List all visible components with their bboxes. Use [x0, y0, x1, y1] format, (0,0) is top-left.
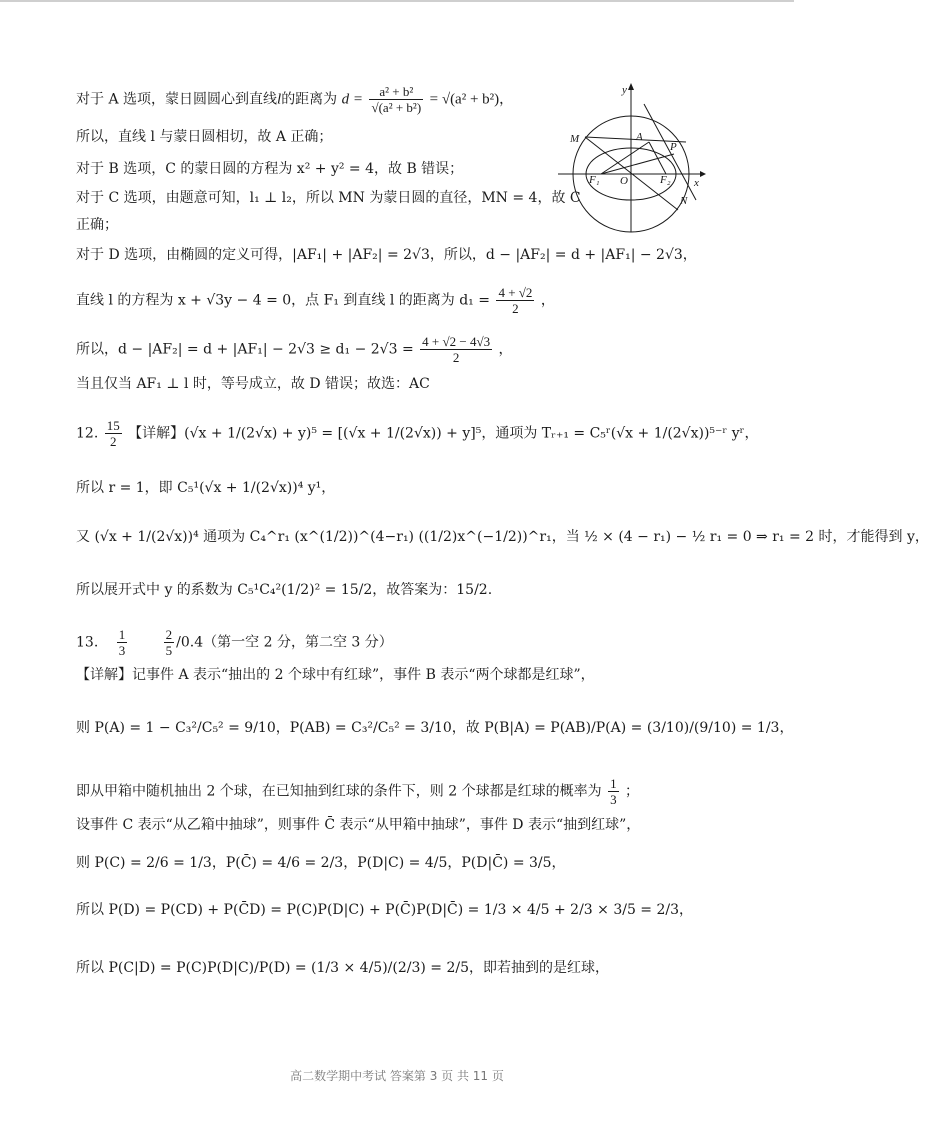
denominator: 2 [452, 350, 460, 365]
math-d: d = [341, 91, 364, 108]
line-21: 所以 P(C|D) = P(C)P(D|C)/P(D) = (1/3 × 4/5)/(2/3) = 2/5，即若抽到的是红球， [76, 960, 609, 976]
line-q13 [76, 627, 393, 658]
numerator: 2 [165, 627, 173, 642]
text-segment: /0.4（第一空 2 分，第二空 3 分） [176, 634, 393, 651]
line-15: 【详解】记事件 A 表示“抽出的 2 个球中有红球”，事件 B 表示“两个球都是红球”， [76, 667, 595, 683]
math-var-l: l [277, 91, 282, 108]
denominator: 3 [610, 792, 617, 807]
line-13: 所以展开式中 y 的系数为 C₅¹C₄²(1/2)² = 15/2，故答案为：15/2. [76, 582, 493, 598]
answer-fraction-1 [117, 627, 128, 658]
label-f1: F₁ [589, 174, 600, 186]
segment-af1 [601, 142, 649, 174]
denominator: √(a² + b²) [371, 100, 422, 115]
line-12: 又 (√x + 1/(2√x))⁴ 通项为 C₄^r₁ (x^(1/2))^(4−r₁) ((1/2)x^(−1/2))^r₁，当 ½ × (4 − r₁) − ½ r₁ = 0 ⇒ r₁ = 2 时，才能得到 y， [76, 529, 929, 545]
text-segment: 【详解】(√x + 1/(2√x) + y)⁵ = [(√x + 1/(2√x)) + y]⁵，通项为 Tᵣ₊₁ = C₅ʳ(√x + 1/(2√x))⁵⁻ʳ yʳ， [128, 425, 759, 442]
label-a: A [636, 131, 643, 143]
label-f2: F₂ [660, 174, 671, 186]
text-segment: 即从甲箱中随机抽出 2 个球，在已知抽到红球的条件下，则 2 个球都是红球的概率为 [76, 783, 602, 800]
line-7 [76, 285, 555, 316]
line-2: 所以，直线 l 与蒙日圆相切，故 A 正确； [76, 129, 333, 145]
line-f1-p [601, 154, 674, 174]
line-5: 正确； [76, 217, 118, 233]
top-border [0, 0, 794, 2]
fraction [496, 285, 534, 316]
line-q12 [76, 418, 759, 449]
line-option-d: 对于 D 选项，由椭圆的定义可得，|AF₁| + |AF₂| = 2√3，所以，d − |AF₂| = d + |AF₁| − 2√3， [76, 247, 697, 263]
denominator: 2 [109, 434, 117, 449]
denominator: 5 [165, 643, 173, 658]
page-footer: 高二数学期中考试 答案第 3 页 共 11 页 [290, 1069, 504, 1083]
label-p: P [670, 141, 677, 153]
numerator: 4 + √2 [498, 285, 533, 300]
label-y: y [622, 84, 627, 96]
line-18: 设事件 C 表示“从乙箱中抽球”，则事件 C̄ 表示“从甲箱中抽球”，事件 D 表示“抽到红球”， [76, 817, 641, 833]
answer-fraction [105, 418, 122, 449]
line-11: 所以 r = 1，即 C₅¹(√x + 1/(2√x))⁴ y¹， [76, 480, 336, 496]
text-segment: 直线 l 的方程为 x + √3y − 4 = 0，点 F₁ 到直线 l 的距离为 d₁ = [76, 292, 490, 309]
text-segment: 的距离为 [281, 91, 338, 108]
fraction [608, 776, 619, 807]
punct: ， [498, 341, 513, 358]
label-o: O [620, 175, 628, 187]
denominator: 3 [118, 643, 126, 658]
question-number: 13. [76, 634, 99, 651]
punct: ， [540, 292, 555, 309]
denominator: 2 [512, 301, 519, 316]
question-number: 12. [76, 425, 99, 442]
numerator: a² + b² [369, 84, 423, 100]
label-n: N [680, 195, 688, 207]
line-option-c: 对于 C 选项，由题意可知，l₁ ⊥ l₂，所以 MN 为蒙日圆的直径，MN = 4，故 C [76, 190, 581, 206]
math-rhs: = √(a² + b²) [429, 91, 500, 108]
line-9: 当且仅当 AF₁ ⊥ l 时，等号成立，故 D 错误；故选：AC [76, 376, 430, 392]
label-x: x [694, 177, 699, 189]
numerator: 1 [118, 627, 126, 642]
numerator: 4 + √2 − 4√3 [422, 334, 491, 349]
line-19: 则 P(C) = 2/6 = 1/3，P(C̄) = 4/6 = 2/3，P(D|C) = 4/5，P(D|C̄) = 3/5， [76, 855, 566, 871]
punct: ； [625, 783, 640, 800]
text-segment: 所以，d − |AF₂| = d + |AF₁| − 2√3 ≥ d₁ − 2√3 = [76, 341, 414, 358]
numerator: 15 [106, 418, 120, 433]
answer-fraction-2 [164, 627, 175, 658]
numerator: 1 [610, 776, 617, 791]
line-17 [76, 776, 639, 807]
line-option-a [76, 84, 513, 115]
line-option-b: 对于 B 选项，C 的蒙日圆的方程为 x² + y² = 4，故 B 错误； [76, 161, 464, 177]
y-axis-arrow [628, 83, 634, 90]
fraction [420, 334, 492, 365]
line-20: 所以 P(D) = P(CD) + P(C̄D) = P(C)P(D|C) + P(C̄)P(D|C̄) = 1/3 × 4/5 + 2/3 × 3/5 = 2/3， [76, 902, 694, 918]
fraction [369, 84, 423, 115]
label-m: M [570, 133, 580, 145]
punct: ， [499, 91, 514, 108]
text-segment: 对于 A 选项，蒙日圆圆心到直线 [76, 91, 278, 108]
ellipse-monge-circle-figure [556, 82, 706, 232]
x-axis-arrow [700, 171, 706, 177]
line-16: 则 P(A) = 1 − C₃²/C₅² = 9/10，P(AB) = C₃²/C₅² = 3/10，故 P(B|A) = P(AB)/P(A) = (3/10)/(9/10) = 1/3， [76, 720, 794, 736]
line-8 [76, 334, 513, 365]
segment-af2 [649, 142, 666, 174]
